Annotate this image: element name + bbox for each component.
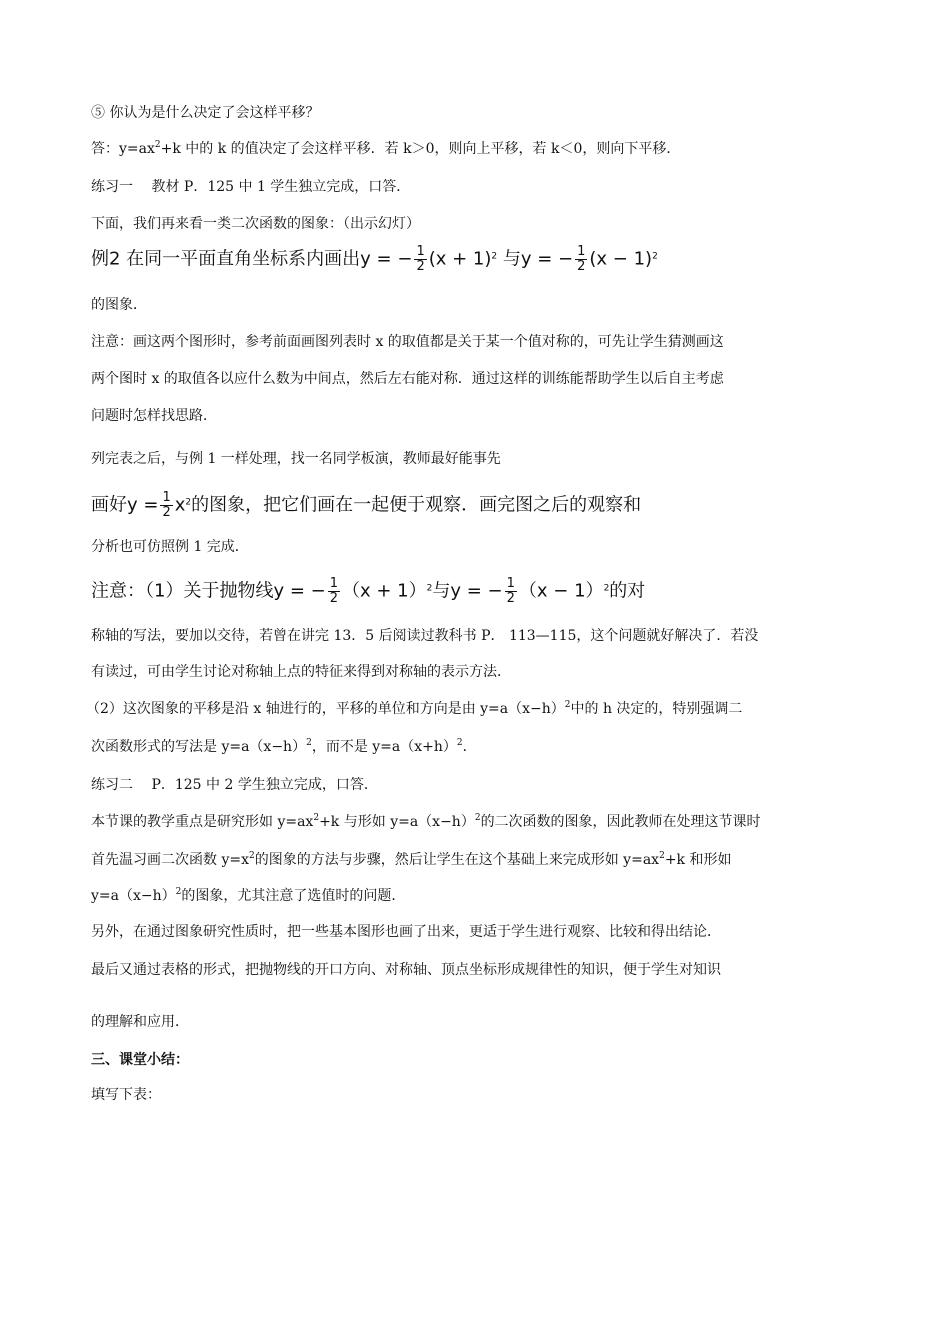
superscript: 2 <box>564 700 571 710</box>
analysis-line: 分析也可仿照例 1 完成． <box>91 539 249 555</box>
superscript: 2 <box>474 813 481 823</box>
ex2-text2: 与y = − <box>497 248 574 270</box>
axis-line-1: 称轴的写法，要加以交待，若曾在讲完 13．5 后阅读过教科书 P． 113—115，这个问题就好解决了．若没 <box>91 628 759 644</box>
superscript: 2 <box>426 583 433 594</box>
fraction-denominator: 2 <box>577 259 586 274</box>
example-2 <box>91 245 658 274</box>
summary-text2: 的图象的方法与步骤，然后让学生在这个基础上来完成形如 y=ax <box>254 852 660 868</box>
form-text2: ，而不是 y=a（x+h） <box>311 739 457 755</box>
also-line: 另外，在通过图象研究性质时，把一些基本图形也画了出来，更适于学生进行观察、比较和得出结论． <box>91 924 721 940</box>
fraction-numerator: 1 <box>416 244 425 259</box>
summary-line-3 <box>91 886 405 906</box>
fill-table: 填写下表： <box>91 1087 161 1103</box>
fraction-denominator: 2 <box>506 591 515 606</box>
form-line <box>91 737 477 757</box>
note-line-2: 两个图时 x 的取值各以应什么数为中间点，然后左右能对称．通过这样的训练能帮助学生以后自主考虑 <box>91 371 724 387</box>
superscript: 2 <box>185 497 192 508</box>
fraction <box>505 577 517 606</box>
draw-text: 画好y = <box>91 494 159 516</box>
axis-line-2: 有读过，可由学生讨论对称轴上点的特征来得到对称轴的表示方法． <box>91 664 511 680</box>
note-text3: 的对 <box>609 580 646 602</box>
note-text2: 与y = − <box>432 580 503 602</box>
superscript: 2 <box>603 583 610 594</box>
summary-line-1 <box>91 812 761 832</box>
form-end: ． <box>462 739 477 755</box>
summary-text: 本节课的教学重点是研究形如 y=ax <box>91 814 314 830</box>
note-parabola <box>91 577 645 606</box>
fraction-denominator: 2 <box>329 591 338 606</box>
ex2-expr1: (x + 1) <box>428 248 492 270</box>
superscript: 2 <box>652 251 658 262</box>
fraction <box>328 577 340 606</box>
fraction <box>160 491 172 520</box>
superscript: 2 <box>175 887 182 897</box>
summary-line-2 <box>91 850 731 870</box>
exercise-two: 练习二 P．125 中 2 学生独立完成，口答． <box>91 777 378 793</box>
draw-line <box>91 491 641 520</box>
note-line-1: 注意：画这两个图形时，参考前面画图列表时 x 的取值都是关于某一个值对称的，可先让学生猜测画这 <box>91 334 724 350</box>
fraction <box>414 245 426 274</box>
of-graph: 的图象． <box>91 297 147 313</box>
note2-text-cont: 中的 h 决定的，特别强调二 <box>570 701 743 717</box>
summary-text3: +k 和形如 <box>664 852 732 868</box>
draw-x: x <box>174 494 186 516</box>
note-text: 注意：（1）关于抛物线y = − <box>91 580 326 602</box>
summary-text: 首先温习画二次函数 y=x <box>91 852 249 868</box>
question-5: ⑤ 你认为是什么决定了会这样平移？ <box>91 105 320 121</box>
note2-text: （2）这次图象的平移是沿 x 轴进行的，平移的单位和方向是由 y=a（x−h） <box>86 701 565 717</box>
superscript: 2 <box>659 851 665 861</box>
summary-text: y=a（x−h） <box>91 888 176 904</box>
fraction-numerator: 1 <box>162 490 171 505</box>
note-2-line <box>86 699 742 719</box>
ex2-text: 例2 在同一平面直角坐标系内画出y = − <box>91 248 413 270</box>
ex2-expr2: (x − 1) <box>589 248 653 270</box>
answer-text-cont: +k 中的 k 的值决定了会这样平移．若 k＞0，则向上平移，若 k＜0，则向下平移． <box>160 141 681 157</box>
summary-text3: 的二次函数的图象，因此教师在处理这节课时 <box>480 814 761 830</box>
section-heading: 三、课堂小结： <box>91 1052 189 1068</box>
fraction-denominator: 2 <box>162 505 171 520</box>
form-text: 次函数形式的写法是 y=a（x−h） <box>91 739 307 755</box>
superscript: 2 <box>249 851 255 861</box>
fraction-numerator: 1 <box>506 576 515 591</box>
fraction-numerator: 1 <box>329 576 338 591</box>
note-expr2: （x − 1） <box>518 580 604 602</box>
finally-line: 最后又通过表格的形式，把抛物线的开口方向、对称轴、顶点坐标形成规律性的知识，便于学生对知识 <box>91 962 721 978</box>
answer-text: 答：y=ax <box>91 141 155 157</box>
superscript: 2 <box>306 738 312 748</box>
superscript: 2 <box>154 140 161 150</box>
note-line-3: 问题时怎样找思路． <box>91 408 217 424</box>
table-line: 列完表之后，与例 1 一样处理，找一名同学板演，教师最好能事先 <box>91 451 501 467</box>
summary-text2: 的图象，尤其注意了选值时的问题． <box>181 888 406 904</box>
note-expr1: （x + 1） <box>342 580 427 602</box>
answer-line <box>91 139 680 159</box>
summary-text2: +k 与形如 y=a（x−h） <box>319 814 475 830</box>
fraction-numerator: 1 <box>577 244 586 259</box>
draw-text-cont: 的图象，把它们画在一起便于观察．画完图之后的观察和 <box>191 494 642 516</box>
fraction <box>575 245 587 274</box>
exercise-one: 练习一 教材 P．125 中 1 学生独立完成，口答． <box>91 179 411 195</box>
superscript: 2 <box>491 251 498 262</box>
superscript: 2 <box>313 813 320 823</box>
understanding-line: 的理解和应用． <box>91 1014 189 1030</box>
superscript: 2 <box>456 738 463 748</box>
fraction-denominator: 2 <box>416 259 425 274</box>
intro-line: 下面，我们再来看一类二次函数的图象：（出示幻灯） <box>91 216 420 232</box>
